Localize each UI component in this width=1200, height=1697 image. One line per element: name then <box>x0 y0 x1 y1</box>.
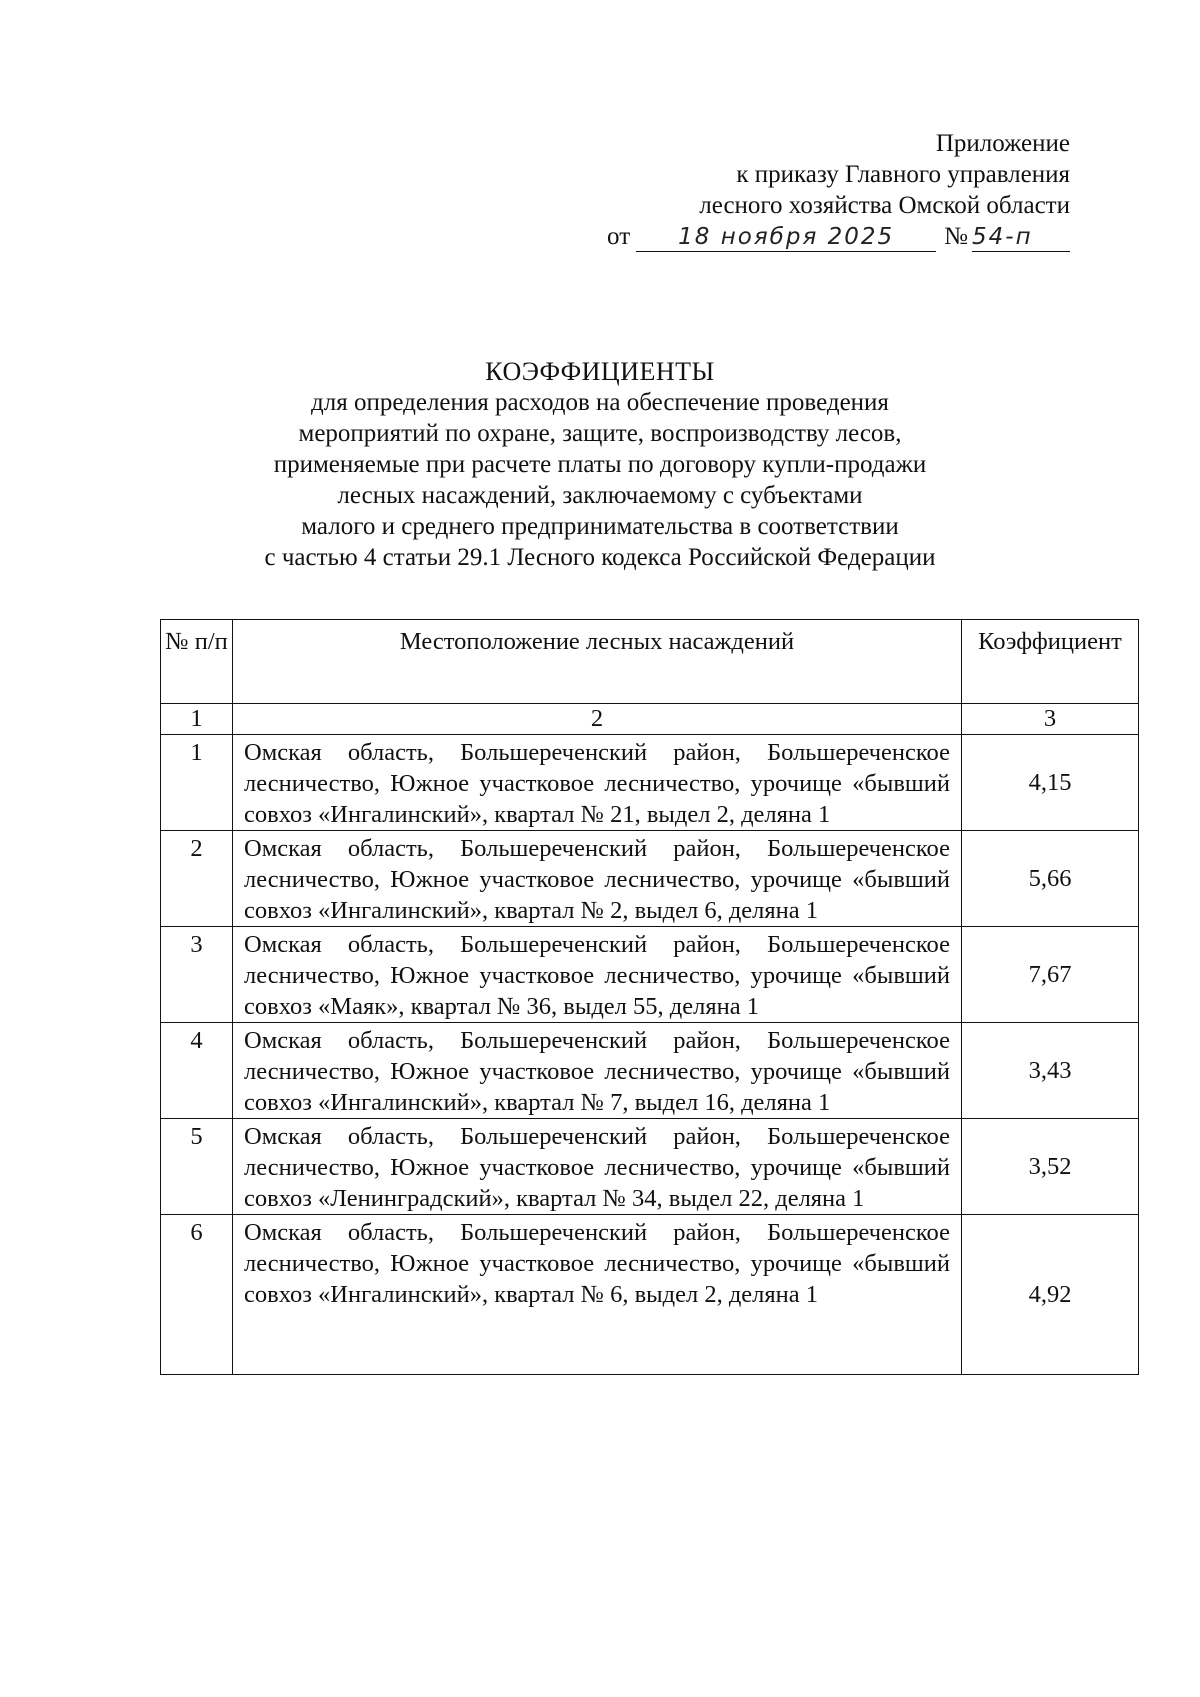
date-number-line <box>607 221 1070 252</box>
header-coefficient: Коэффициент <box>962 620 1139 704</box>
row-number: 2 <box>161 831 233 927</box>
date-field <box>636 221 936 252</box>
title-line-1: для определения расходов на обеспечение проведения <box>311 389 889 416</box>
number-field <box>972 221 1070 252</box>
row-number: 6 <box>161 1215 233 1375</box>
row-coefficient: 7,67 <box>962 927 1139 1023</box>
document-title <box>0 356 1200 573</box>
row-location: Омская область, Большереченский район, Большереченское лесничество, Южное участковое лесничество, урочище «бывший совхоз «Ингалинский», квартал № 21, выдел 2, деляна 1 <box>233 735 962 831</box>
row-coefficient: 4,92 <box>962 1215 1139 1375</box>
table-index-row <box>161 704 1139 735</box>
handwritten-number: 54-п <box>972 224 1033 250</box>
table-row <box>161 927 1139 1023</box>
title-main: КОЭФФИЦИЕНТЫ <box>485 357 715 386</box>
index-cell: 3 <box>962 704 1139 735</box>
row-number: 5 <box>161 1119 233 1215</box>
from-label: от <box>607 223 631 250</box>
table-row <box>161 1119 1139 1215</box>
table-row <box>161 735 1139 831</box>
title-line-2: мероприятий по охране, защите, воспроизводству лесов, <box>298 420 902 447</box>
index-cell: 2 <box>233 704 962 735</box>
row-location: Омская область, Большереченский район, Большереченское лесничество, Южное участковое лесничество, урочище «бывший совхоз «Ленинградский», квартал № 34, выдел 22, деляна 1 <box>233 1119 962 1215</box>
order-reference: к приказу Главного управления <box>736 161 1070 188</box>
row-coefficient: 4,15 <box>962 735 1139 831</box>
row-number: 1 <box>161 735 233 831</box>
header-location: Местоположение лесных насаждений <box>233 620 962 704</box>
issuing-authority: лесного хозяйства Омской области <box>699 192 1070 219</box>
table-row <box>161 831 1139 927</box>
row-number: 4 <box>161 1023 233 1119</box>
row-location: Омская область, Большереченский район, Большереченское лесничество, Южное участковое лесничество, урочище «бывший совхоз «Ингалинский», квартал № 6, выдел 2, деляна 1 <box>233 1215 962 1375</box>
table-row <box>161 1215 1139 1375</box>
header-number: № п/п <box>161 620 233 704</box>
row-coefficient: 5,66 <box>962 831 1139 927</box>
row-location: Омская область, Большереченский район, Большереченское лесничество, Южное участковое лесничество, урочище «бывший совхоз «Ингалинский», квартал № 7, выдел 16, деляна 1 <box>233 1023 962 1119</box>
table-header-row <box>161 620 1139 704</box>
handwritten-date: 18 ноября 2025 <box>678 224 895 250</box>
index-cell: 1 <box>161 704 233 735</box>
title-line-4: лесных насаждений, заключаемому с субъектами <box>337 482 863 509</box>
coefficients-table <box>160 619 1139 1375</box>
row-coefficient: 3,43 <box>962 1023 1139 1119</box>
row-number: 3 <box>161 927 233 1023</box>
appendix-label: Приложение <box>935 130 1070 157</box>
title-line-6: с частью 4 статьи 29.1 Лесного кодекса Российской Федерации <box>264 544 936 571</box>
row-location: Омская область, Большереченский район, Большереченское лесничество, Южное участковое лесничество, урочище «бывший совхоз «Ингалинский», квартал № 2, выдел 6, деляна 1 <box>233 831 962 927</box>
title-line-5: малого и среднего предпринимательства в соответствии <box>301 513 899 540</box>
table-row <box>161 1023 1139 1119</box>
title-line-3: применяемые при расчете платы по договору купли-продажи <box>273 451 927 478</box>
row-location: Омская область, Большереченский район, Большереченское лесничество, Южное участковое лесничество, урочище «бывший совхоз «Маяк», квартал № 36, выдел 55, деляна 1 <box>233 927 962 1023</box>
row-coefficient: 3,52 <box>962 1119 1139 1215</box>
appendix-header <box>607 128 1070 252</box>
number-label: № <box>944 223 968 250</box>
